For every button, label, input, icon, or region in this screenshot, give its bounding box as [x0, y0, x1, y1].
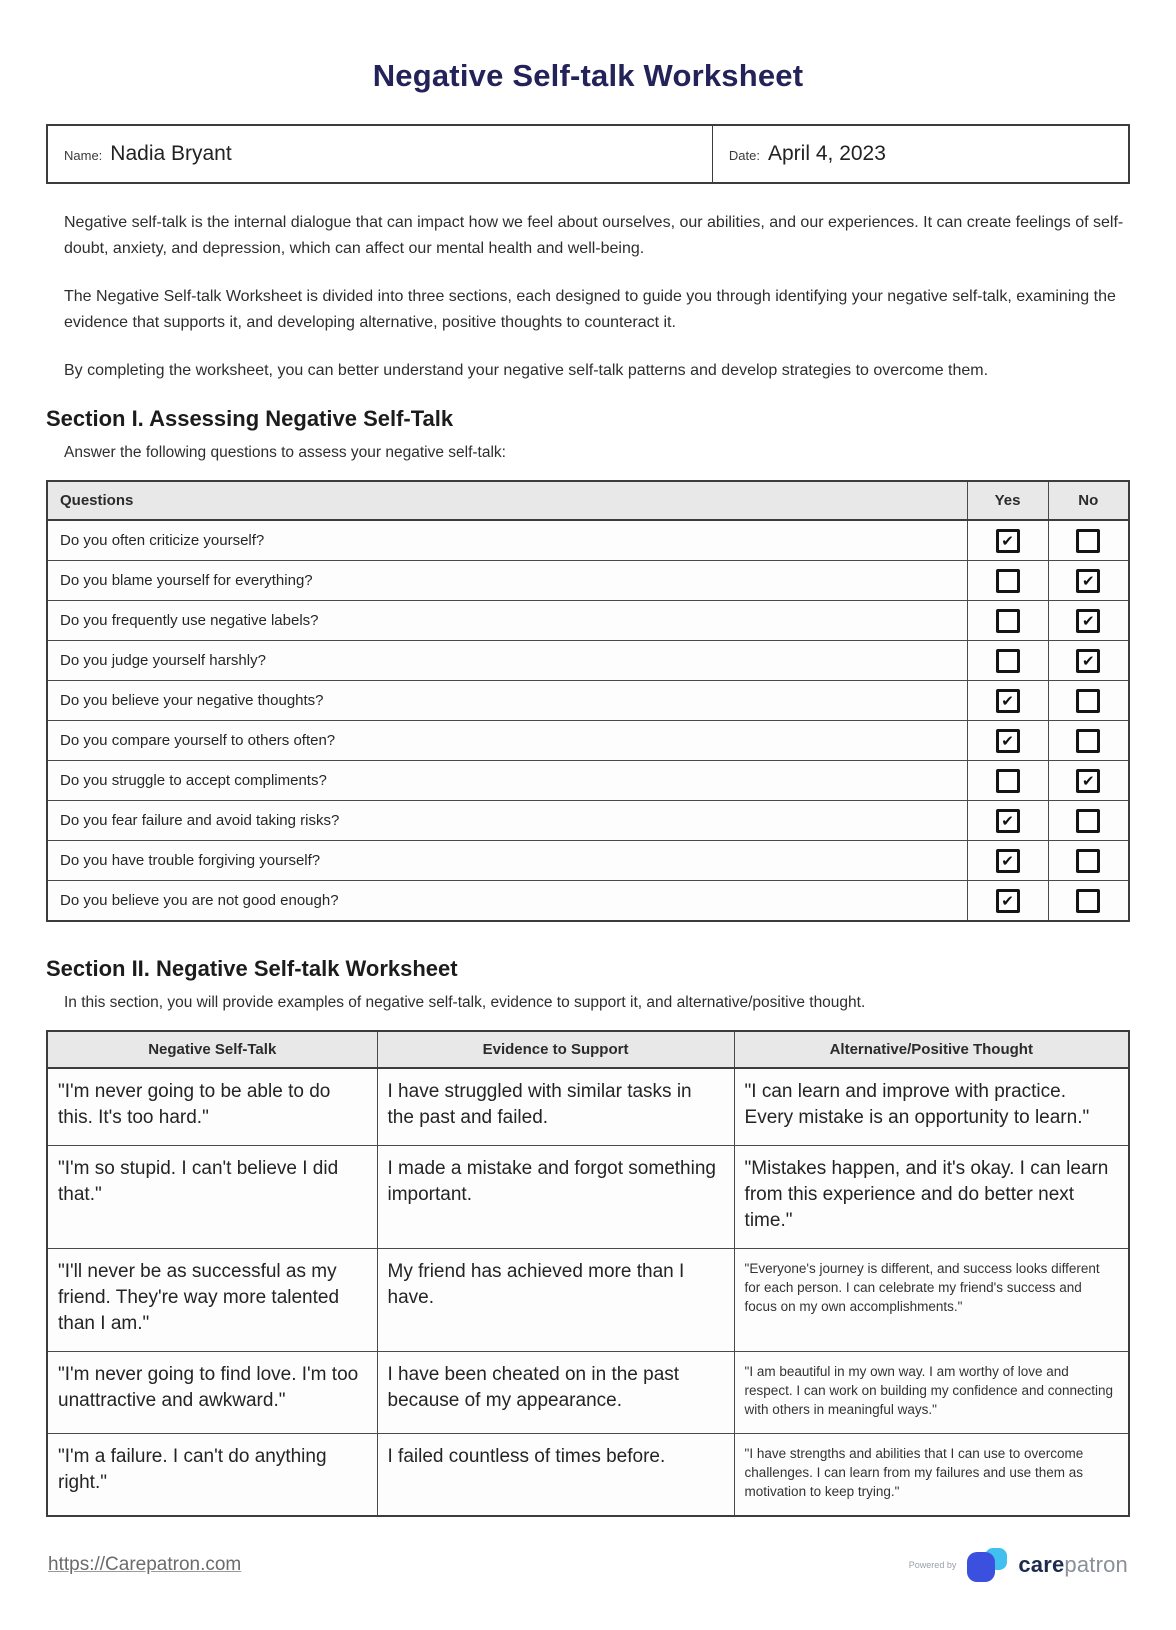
no-checkbox[interactable] — [1076, 889, 1100, 913]
questions-table — [46, 480, 1130, 922]
alternative-thought-cell[interactable]: "Mistakes happen, and it's okay. I can learn from this experience and do better next time." — [734, 1146, 1129, 1249]
no-cell — [1048, 761, 1129, 801]
negative-column-header: Negative Self-Talk — [47, 1031, 377, 1068]
yes-checkbox[interactable] — [996, 849, 1020, 873]
negative-selftalk-cell[interactable]: "I'll never be as successful as my friend. They're way more talented than I am." — [47, 1249, 377, 1352]
carepatron-link[interactable]: https://Carepatron.com — [48, 1554, 242, 1575]
alternative-thought-cell[interactable]: "I have strengths and abilities that I can use to overcome challenges. I can learn from my failures and use them as motivation to keep trying." — [734, 1434, 1129, 1517]
yes-checkbox[interactable] — [996, 609, 1020, 633]
questions-header-row — [47, 481, 1129, 520]
yes-cell — [967, 761, 1048, 801]
yes-cell — [967, 520, 1048, 561]
question-row — [47, 761, 1129, 801]
checkmark-icon: ✔ — [1001, 532, 1014, 550]
yes-cell — [967, 881, 1048, 922]
question-text: Do you believe your negative thoughts? — [47, 681, 967, 721]
yes-column-header: Yes — [967, 481, 1048, 520]
no-checkbox[interactable] — [1076, 689, 1100, 713]
name-date-row — [47, 125, 1129, 183]
yes-checkbox[interactable] — [996, 649, 1020, 673]
section1-instruction: Answer the following questions to assess your negative self-talk: — [64, 444, 506, 461]
worksheet-row — [47, 1249, 1129, 1352]
no-checkbox[interactable] — [1076, 529, 1100, 553]
section2-instruction: In this section, you will provide examples of negative self-talk, evidence to support it, and alternative/positive thought. — [64, 994, 866, 1011]
checkmark-icon: ✔ — [1001, 892, 1014, 910]
evidence-column-header: Evidence to Support — [377, 1031, 734, 1068]
checkmark-icon: ✔ — [1081, 652, 1095, 670]
checkmark-icon: ✔ — [1081, 572, 1095, 590]
name-value: Nadia Bryant — [110, 142, 232, 165]
yes-cell — [967, 801, 1048, 841]
alternative-thought-cell[interactable]: "I can learn and improve with practice. Every mistake is an opportunity to learn." — [734, 1068, 1129, 1146]
no-cell — [1048, 561, 1129, 601]
carepatron-wordmark: carepatron — [1018, 1552, 1128, 1577]
intro-paragraph: The Negative Self-talk Worksheet is divided into three sections, each designed to guide you through identifying your negative self-talk, examining the evidence that supports it, and developing alternative, positive thoughts to counteract it. — [64, 288, 1116, 331]
page-footer — [46, 1547, 1130, 1583]
question-text: Do you have trouble forgiving yourself? — [47, 841, 967, 881]
no-cell — [1048, 641, 1129, 681]
negative-selftalk-cell[interactable]: "I'm so stupid. I can't believe I did that." — [47, 1146, 377, 1249]
question-row — [47, 881, 1129, 922]
question-row — [47, 841, 1129, 881]
question-text: Do you often criticize yourself? — [47, 520, 967, 561]
date-value: April 4, 2023 — [768, 142, 886, 165]
question-row — [47, 561, 1129, 601]
no-checkbox[interactable] — [1076, 849, 1100, 873]
checkmark-icon: ✔ — [1081, 612, 1095, 630]
section2-heading: Section II. Negative Self-talk Worksheet — [46, 956, 458, 981]
negative-selftalk-cell[interactable]: "I'm never going to be able to do this. It's too hard." — [47, 1068, 377, 1146]
carepatron-logo-icon — [966, 1547, 1010, 1583]
checkmark-icon: ✔ — [1001, 692, 1014, 710]
section1-heading: Section I. Assessing Negative Self-Talk — [46, 406, 454, 431]
negative-selftalk-cell[interactable]: "I'm never going to find love. I'm too unattractive and awkward." — [47, 1352, 377, 1434]
yes-cell — [967, 721, 1048, 761]
question-row — [47, 641, 1129, 681]
checkmark-icon: ✔ — [1001, 732, 1014, 750]
evidence-cell[interactable]: I failed countless of times before. — [377, 1434, 734, 1517]
date-label: Date: — [728, 148, 760, 163]
intro-paragraph: Negative self-talk is the internal dialogue that can impact how we feel about ourselves, our abilities, and our experiences. It can create feelings of self-doubt, anxiety, and depression, which can affect our mental health and well-being. — [64, 214, 1124, 257]
question-text: Do you frequently use negative labels? — [47, 601, 967, 641]
carepatron-brand — [909, 1547, 1128, 1583]
yes-cell — [967, 561, 1048, 601]
question-row — [47, 601, 1129, 641]
no-cell — [1048, 801, 1129, 841]
evidence-cell[interactable]: I have been cheated on in the past because of my appearance. — [377, 1352, 734, 1434]
question-text: Do you judge yourself harshly? — [47, 641, 967, 681]
no-cell — [1048, 841, 1129, 881]
question-row — [47, 721, 1129, 761]
no-cell — [1048, 721, 1129, 761]
question-text: Do you believe you are not good enough? — [47, 881, 967, 922]
question-row — [47, 681, 1129, 721]
date-field[interactable] — [712, 125, 1129, 183]
negative-selftalk-cell[interactable]: "I'm a failure. I can't do anything right." — [47, 1434, 377, 1517]
name-label: Name: — [64, 148, 103, 163]
worksheet-row — [47, 1068, 1129, 1146]
yes-checkbox[interactable] — [996, 529, 1020, 553]
no-cell — [1048, 601, 1129, 641]
yes-cell — [967, 641, 1048, 681]
worksheet-row — [47, 1146, 1129, 1249]
no-cell — [1048, 681, 1129, 721]
question-text: Do you compare yourself to others often? — [47, 721, 967, 761]
yes-cell — [967, 681, 1048, 721]
worksheet-row — [47, 1434, 1129, 1517]
yes-checkbox[interactable] — [996, 809, 1020, 833]
yes-checkbox[interactable] — [996, 729, 1020, 753]
yes-checkbox[interactable] — [996, 769, 1020, 793]
yes-cell — [967, 841, 1048, 881]
evidence-cell[interactable]: I have struggled with similar tasks in the past and failed. — [377, 1068, 734, 1146]
no-column-header: No — [1048, 481, 1129, 520]
question-row — [47, 520, 1129, 561]
yes-cell — [967, 601, 1048, 641]
name-date-table — [46, 124, 1130, 184]
yes-checkbox[interactable] — [996, 569, 1020, 593]
alternative-column-header: Alternative/Positive Thought — [734, 1031, 1129, 1068]
evidence-cell[interactable]: I made a mistake and forgot something important. — [377, 1146, 734, 1249]
checkmark-icon: ✔ — [1001, 852, 1014, 870]
no-cell — [1048, 881, 1129, 922]
worksheet-row — [47, 1352, 1129, 1434]
yes-checkbox[interactable] — [996, 889, 1020, 913]
questions-column-header: Questions — [47, 481, 967, 520]
no-checkbox[interactable] — [1076, 769, 1100, 793]
alternative-thought-cell[interactable]: "Everyone's journey is different, and success looks different for each person. I can celebrate my friend's success and focus on my own accomplishments." — [734, 1249, 1129, 1352]
yes-checkbox[interactable] — [996, 689, 1020, 713]
question-text: Do you struggle to accept compliments? — [47, 761, 967, 801]
no-cell — [1048, 520, 1129, 561]
no-checkbox[interactable] — [1076, 809, 1100, 833]
question-text: Do you fear failure and avoid taking risks? — [47, 801, 967, 841]
powered-by-label: Powered by — [908, 1560, 957, 1570]
no-checkbox[interactable] — [1076, 569, 1100, 593]
alternative-thought-cell[interactable]: "I am beautiful in my own way. I am worthy of love and respect. I can work on building my confidence and connecting with others in meaningful ways." — [734, 1352, 1129, 1434]
worksheet-header-row — [47, 1031, 1129, 1068]
name-field[interactable] — [47, 125, 712, 183]
checkmark-icon: ✔ — [1001, 812, 1014, 830]
question-text: Do you blame yourself for everything? — [47, 561, 967, 601]
no-checkbox[interactable] — [1076, 729, 1100, 753]
no-checkbox[interactable] — [1076, 649, 1100, 673]
worksheet-table — [46, 1030, 1130, 1517]
question-row — [47, 801, 1129, 841]
no-checkbox[interactable] — [1076, 609, 1100, 633]
evidence-cell[interactable]: My friend has achieved more than I have. — [377, 1249, 734, 1352]
intro-paragraphs — [64, 210, 1140, 384]
checkmark-icon: ✔ — [1081, 772, 1095, 790]
intro-paragraph: By completing the worksheet, you can better understand your negative self-talk patterns and develop strategies to overcome them. — [64, 362, 989, 379]
page-title: Negative Self-talk Worksheet — [372, 58, 804, 93]
